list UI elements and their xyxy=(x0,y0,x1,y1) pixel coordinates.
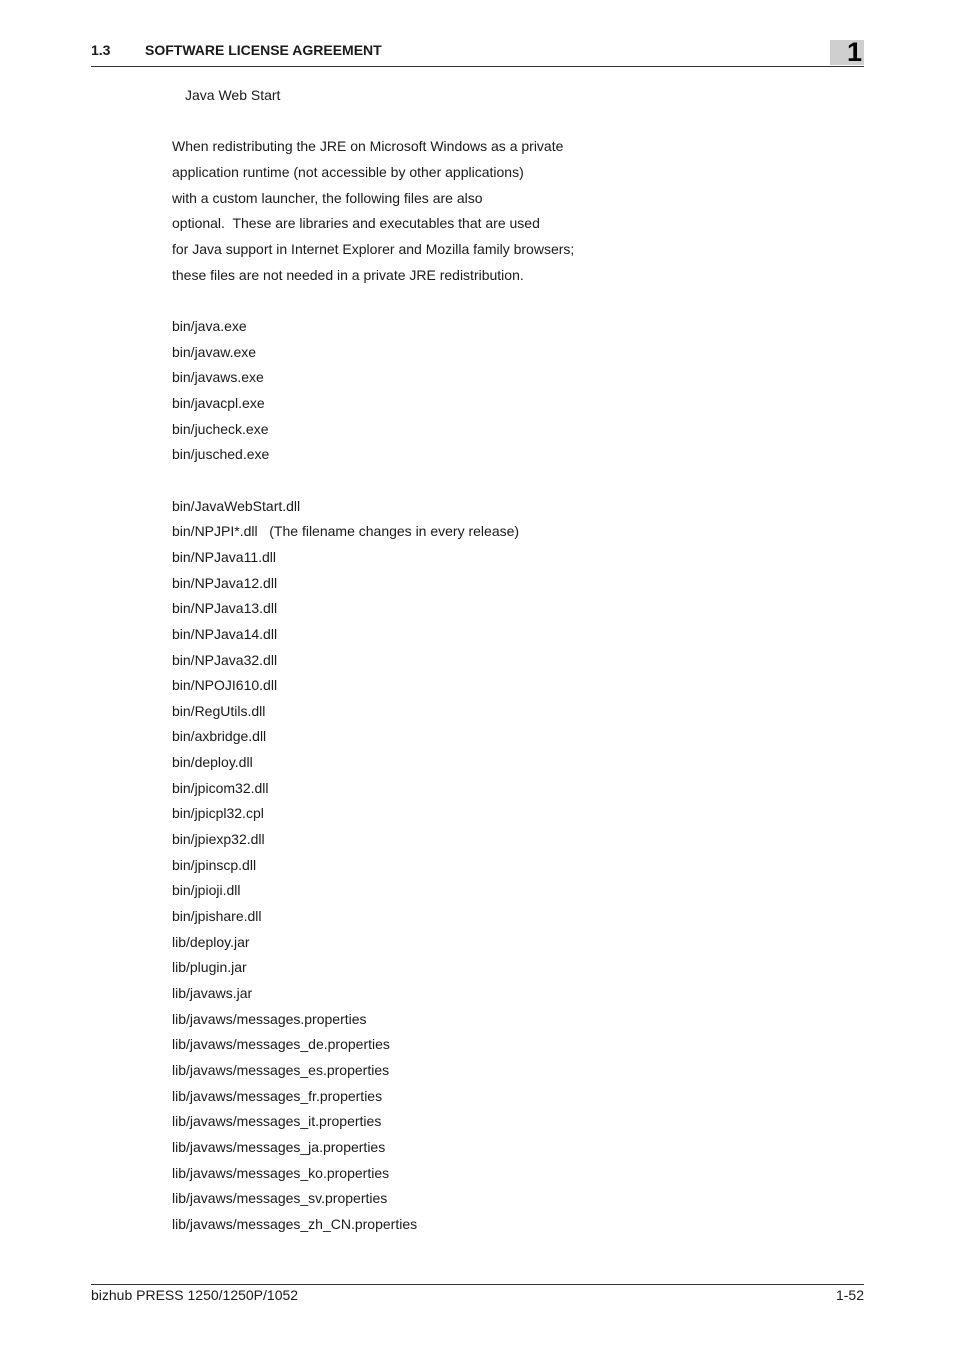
executable-item: bin/javacpl.exe xyxy=(172,395,265,411)
section-title: SOFTWARE LICENSE AGREEMENT xyxy=(145,42,382,58)
paragraph-line: application runtime (not accessible by other applications) xyxy=(172,164,524,180)
library-item: lib/javaws/messages_zh_CN.properties xyxy=(172,1216,418,1232)
page-header xyxy=(91,37,864,67)
paragraph-line: for Java support in Internet Explorer and Mozilla family browsers; xyxy=(172,241,575,257)
paragraph-line: When redistributing the JRE on Microsoft Windows as a private xyxy=(172,138,564,154)
section-number: 1.3 xyxy=(91,42,111,58)
library-item: bin/NPJava12.dll xyxy=(172,575,278,591)
library-item: bin/NPOJI610.dll xyxy=(172,677,278,693)
library-item: bin/jpioji.dll xyxy=(172,882,241,898)
executable-item: bin/javaws.exe xyxy=(172,369,264,385)
executable-item: bin/jusched.exe xyxy=(172,446,270,462)
library-item: bin/NPJava11.dll xyxy=(172,549,277,565)
library-item: lib/javaws/messages.properties xyxy=(172,1011,367,1027)
library-item: bin/jpiexp32.dll xyxy=(172,831,265,847)
executable-item: bin/java.exe xyxy=(172,318,247,334)
executable-item: bin/jucheck.exe xyxy=(172,421,269,437)
executable-item: bin/javaw.exe xyxy=(172,344,257,360)
library-item: bin/jpinscp.dll xyxy=(172,857,257,873)
chapter-number: 1 xyxy=(846,37,862,67)
library-item: lib/javaws.jar xyxy=(172,985,253,1001)
library-item: lib/javaws/messages_ko.properties xyxy=(172,1165,390,1181)
library-item: lib/plugin.jar xyxy=(172,959,247,975)
page-footer xyxy=(91,1284,864,1309)
library-item: lib/javaws/messages_es.properties xyxy=(172,1062,390,1078)
library-item: bin/jpicpl32.cpl xyxy=(172,805,264,821)
library-item: lib/javaws/messages_sv.properties xyxy=(172,1190,388,1206)
library-item: bin/jpishare.dll xyxy=(172,908,262,924)
library-item: lib/javaws/messages_it.properties xyxy=(172,1113,382,1129)
library-item: bin/jpicom32.dll xyxy=(172,780,269,796)
library-item: bin/NPJava14.dll xyxy=(172,626,278,642)
library-item: lib/javaws/messages_de.properties xyxy=(172,1036,390,1052)
intro-line: Java Web Start xyxy=(185,87,281,103)
library-item: bin/JavaWebStart.dll xyxy=(172,498,301,514)
chapter-tab xyxy=(830,37,864,67)
page-number: 1-52 xyxy=(835,1287,864,1303)
paragraph-line: these files are not needed in a private JRE redistribution. xyxy=(172,267,524,283)
library-item: bin/NPJPI*.dll (The filename changes in every release) xyxy=(172,523,520,539)
paragraph-line: optional. These are libraries and executables that are used xyxy=(172,215,540,231)
library-item: bin/NPJava13.dll xyxy=(172,600,278,616)
paragraph-line: with a custom launcher, the following files are also xyxy=(172,190,483,206)
library-item: bin/RegUtils.dll xyxy=(172,703,266,719)
library-item: bin/axbridge.dll xyxy=(172,728,267,744)
library-item: bin/NPJava32.dll xyxy=(172,652,278,668)
library-item: lib/deploy.jar xyxy=(172,934,250,950)
product-name: bizhub PRESS 1250/1250P/1052 xyxy=(91,1287,299,1303)
library-item: bin/deploy.dll xyxy=(172,754,253,770)
library-item: lib/javaws/messages_fr.properties xyxy=(172,1088,383,1104)
library-item: lib/javaws/messages_ja.properties xyxy=(172,1139,386,1155)
